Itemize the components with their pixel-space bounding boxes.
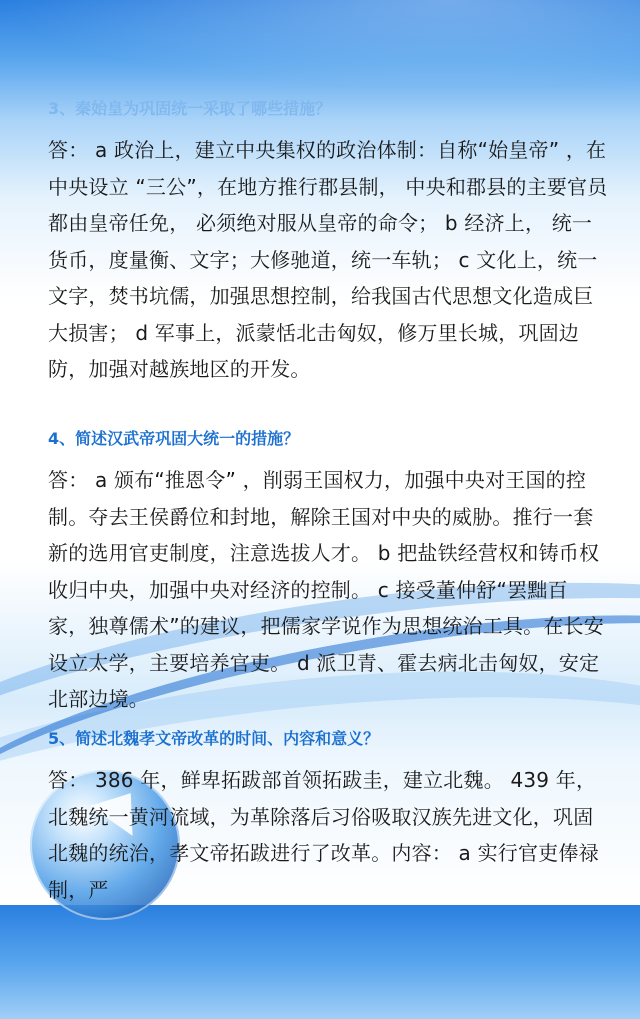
section-5 (48, 726, 608, 908)
answer-text: 答： 386 年，鲜卑拓跋部首领拓跋圭，建立北魏。 439 年，北魏统一黄河流域，为革除落后习俗吸取汉族先进文化，巩固北魏的统治，孝文帝拓跋进行了改革。内容： a 实行官吏俸禄制，严 (48, 768, 599, 902)
section-3 (48, 96, 608, 388)
question-heading: 5、简述北魏孝文帝改革的时间、内容和意义？ (48, 729, 380, 748)
question-heading: 3、秦始皇为巩固统一采取了哪些措施？ (48, 99, 332, 118)
answer-text: 答： a 颁布“推恩令” ，削弱王国权力，加强中央对王国的控制。夺去王侯爵位和封地，解除王国对中央的威胁。推行一套新的选用官吏制度，注意选拔人才。 b 把盐铁经营权和铸币权收归中央，加强中央对经济的控制。 c 接受董仲舒“罢黜百家，独尊儒术”的建议，把儒家学说作为思想统治工具。在长安设立太学，主要培养官吏。 d 派卫青、霍去病北击匈奴，安定北部边境。 (48, 468, 604, 711)
header-glow (0, 0, 640, 90)
question-heading: 4、简述汉武帝巩固大统一的措施？ (48, 429, 300, 448)
answer-text: 答： a 政治上，建立中央集权的政治体制：自称“始皇帝” ，在中央设立 “三公”，在地方推行郡县制， 中央和郡县的主要官员都由皇帝任免， 必须绝对服从皇帝的命令； b 经济上， 统一货币，度量衡、文字；大修驰道，统一车轨； c 文化上，统一文字，焚书坑儒，加强思想控制，给我国古代思想文化造成巨大损害； d 军事上，派蒙恬北击匈奴，修万里长城，巩固边防，加强对越族地区的开发。 (48, 138, 608, 381)
section-4 (48, 426, 608, 718)
